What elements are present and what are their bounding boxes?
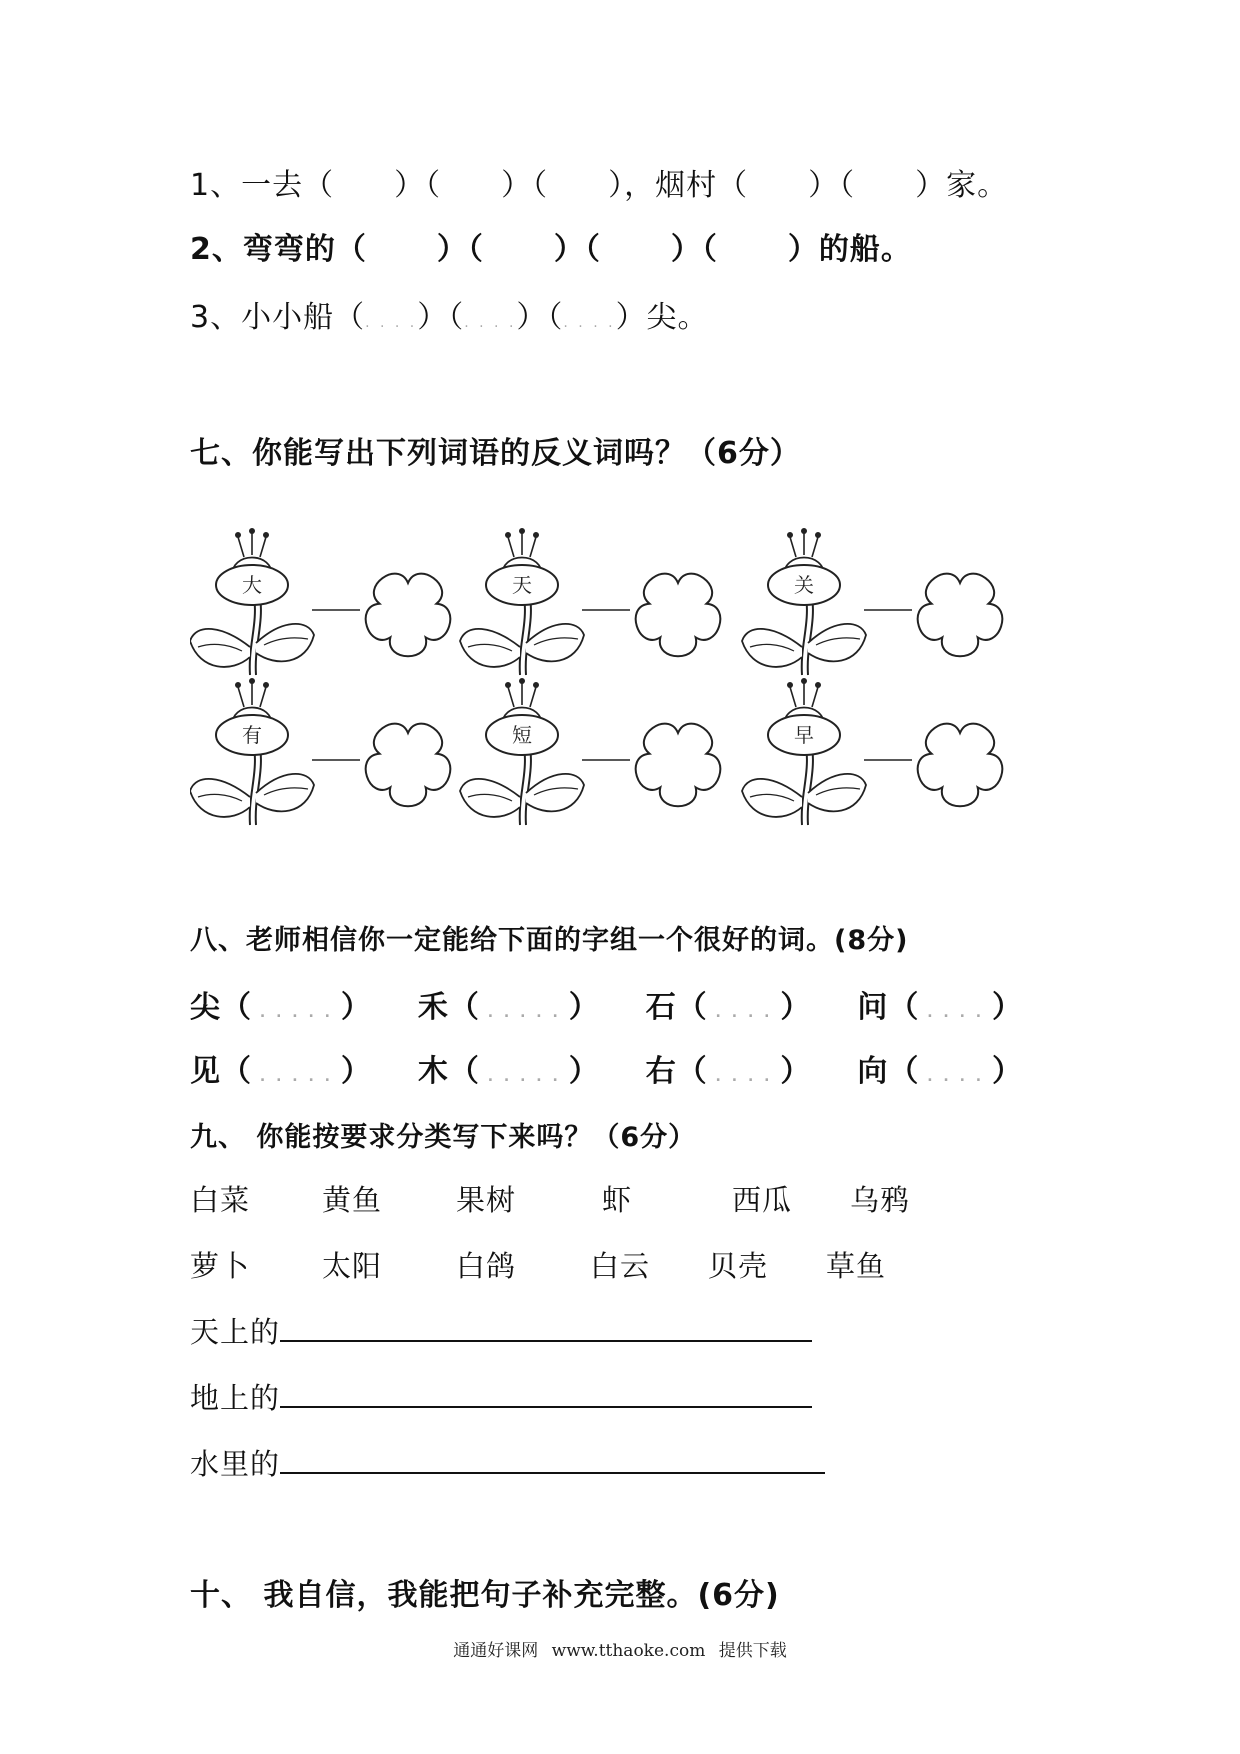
section-8-row-1: 尖（ . . . . . ） 禾（ . . . . . ） 石（ . . . . ） 问（ . . . . ） xyxy=(190,990,1023,1025)
word: 乌鸦 xyxy=(850,1183,911,1217)
word-flower xyxy=(460,528,584,675)
word-flower xyxy=(190,528,314,675)
word: 贝壳 xyxy=(708,1249,769,1283)
word: 草鱼 xyxy=(826,1249,887,1283)
flower-character: 关 xyxy=(794,573,814,597)
word: 萝卜 xyxy=(190,1249,251,1283)
flower-character: 短 xyxy=(512,723,532,747)
word-flower xyxy=(742,678,866,825)
answer-flower-blank[interactable] xyxy=(366,574,451,657)
section-8-row-2: 见（ . . . . . ） 木（ . . . . . ） 右（ . . . . ） 向（ . . . . ） xyxy=(190,1054,1023,1089)
word: 白菜 xyxy=(190,1183,251,1217)
word-list-2 xyxy=(190,1244,886,1285)
fill-question-1: 1、一去（ ）（ ）（ ），烟村（ ）（ ）家。 xyxy=(190,168,1009,203)
word-flower xyxy=(190,678,314,825)
answer-flower-blank[interactable] xyxy=(366,724,451,807)
word: 虾 xyxy=(602,1183,633,1217)
fill-question-3: 3、小小船（. . . .）（. . . .）（. . . .）尖。 xyxy=(190,300,709,335)
answer-flower-blank[interactable] xyxy=(636,724,721,807)
footer xyxy=(0,1636,1240,1661)
footer-note: 提供下载 xyxy=(718,1641,787,1661)
footer-url[interactable]: www.tthaoke.com xyxy=(551,1641,706,1661)
word-list-1 xyxy=(190,1178,910,1219)
flower-character: 大 xyxy=(242,573,262,597)
section-10-title: 十、 我自信，我能把句子补充完整。(6分) xyxy=(190,1578,780,1613)
flower-character: 早 xyxy=(794,723,814,747)
answer-blank[interactable] xyxy=(280,1380,812,1408)
footer-site-name: 通通好课网 xyxy=(453,1641,539,1661)
word: 白鸽 xyxy=(456,1249,517,1283)
word: 太阳 xyxy=(322,1249,383,1283)
word: 白云 xyxy=(590,1249,651,1283)
word: 黄鱼 xyxy=(322,1183,383,1217)
section-8-title: 八、老师相信你一定能给下面的字组一个很好的词。(8分) xyxy=(190,925,909,956)
answer-blank[interactable] xyxy=(280,1446,825,1474)
answer-flower-blank[interactable] xyxy=(636,574,721,657)
section-9-title: 九、 你能按要求分类写下来吗？（6分） xyxy=(190,1122,697,1153)
answer-flower-blank[interactable] xyxy=(918,574,1003,657)
answer-line-sky: 天上的 xyxy=(190,1310,812,1351)
word-flower xyxy=(742,528,866,675)
flower-character: 有 xyxy=(242,723,262,747)
q1-prefix: 1、一去（ xyxy=(190,168,335,203)
antonym-flowers xyxy=(190,520,1050,840)
word-flower xyxy=(460,678,584,825)
answer-flower-blank[interactable] xyxy=(918,724,1003,807)
answer-line-ground: 地上的 xyxy=(190,1376,812,1417)
word: 西瓜 xyxy=(732,1183,793,1217)
answer-blank[interactable] xyxy=(280,1314,812,1342)
q2-prefix: 2、弯弯的（ xyxy=(190,232,367,267)
word: 果树 xyxy=(456,1183,517,1217)
fill-question-2: 2、弯弯的（ ）（ ）（ ）（ ）的船。 xyxy=(190,232,912,267)
answer-line-water: 水里的 xyxy=(190,1442,825,1483)
flower-character: 天 xyxy=(512,573,532,597)
q3-prefix: 3、小小船（ xyxy=(190,300,366,335)
section-7-title: 七、你能写出下列词语的反义词吗？（6分） xyxy=(190,436,801,471)
